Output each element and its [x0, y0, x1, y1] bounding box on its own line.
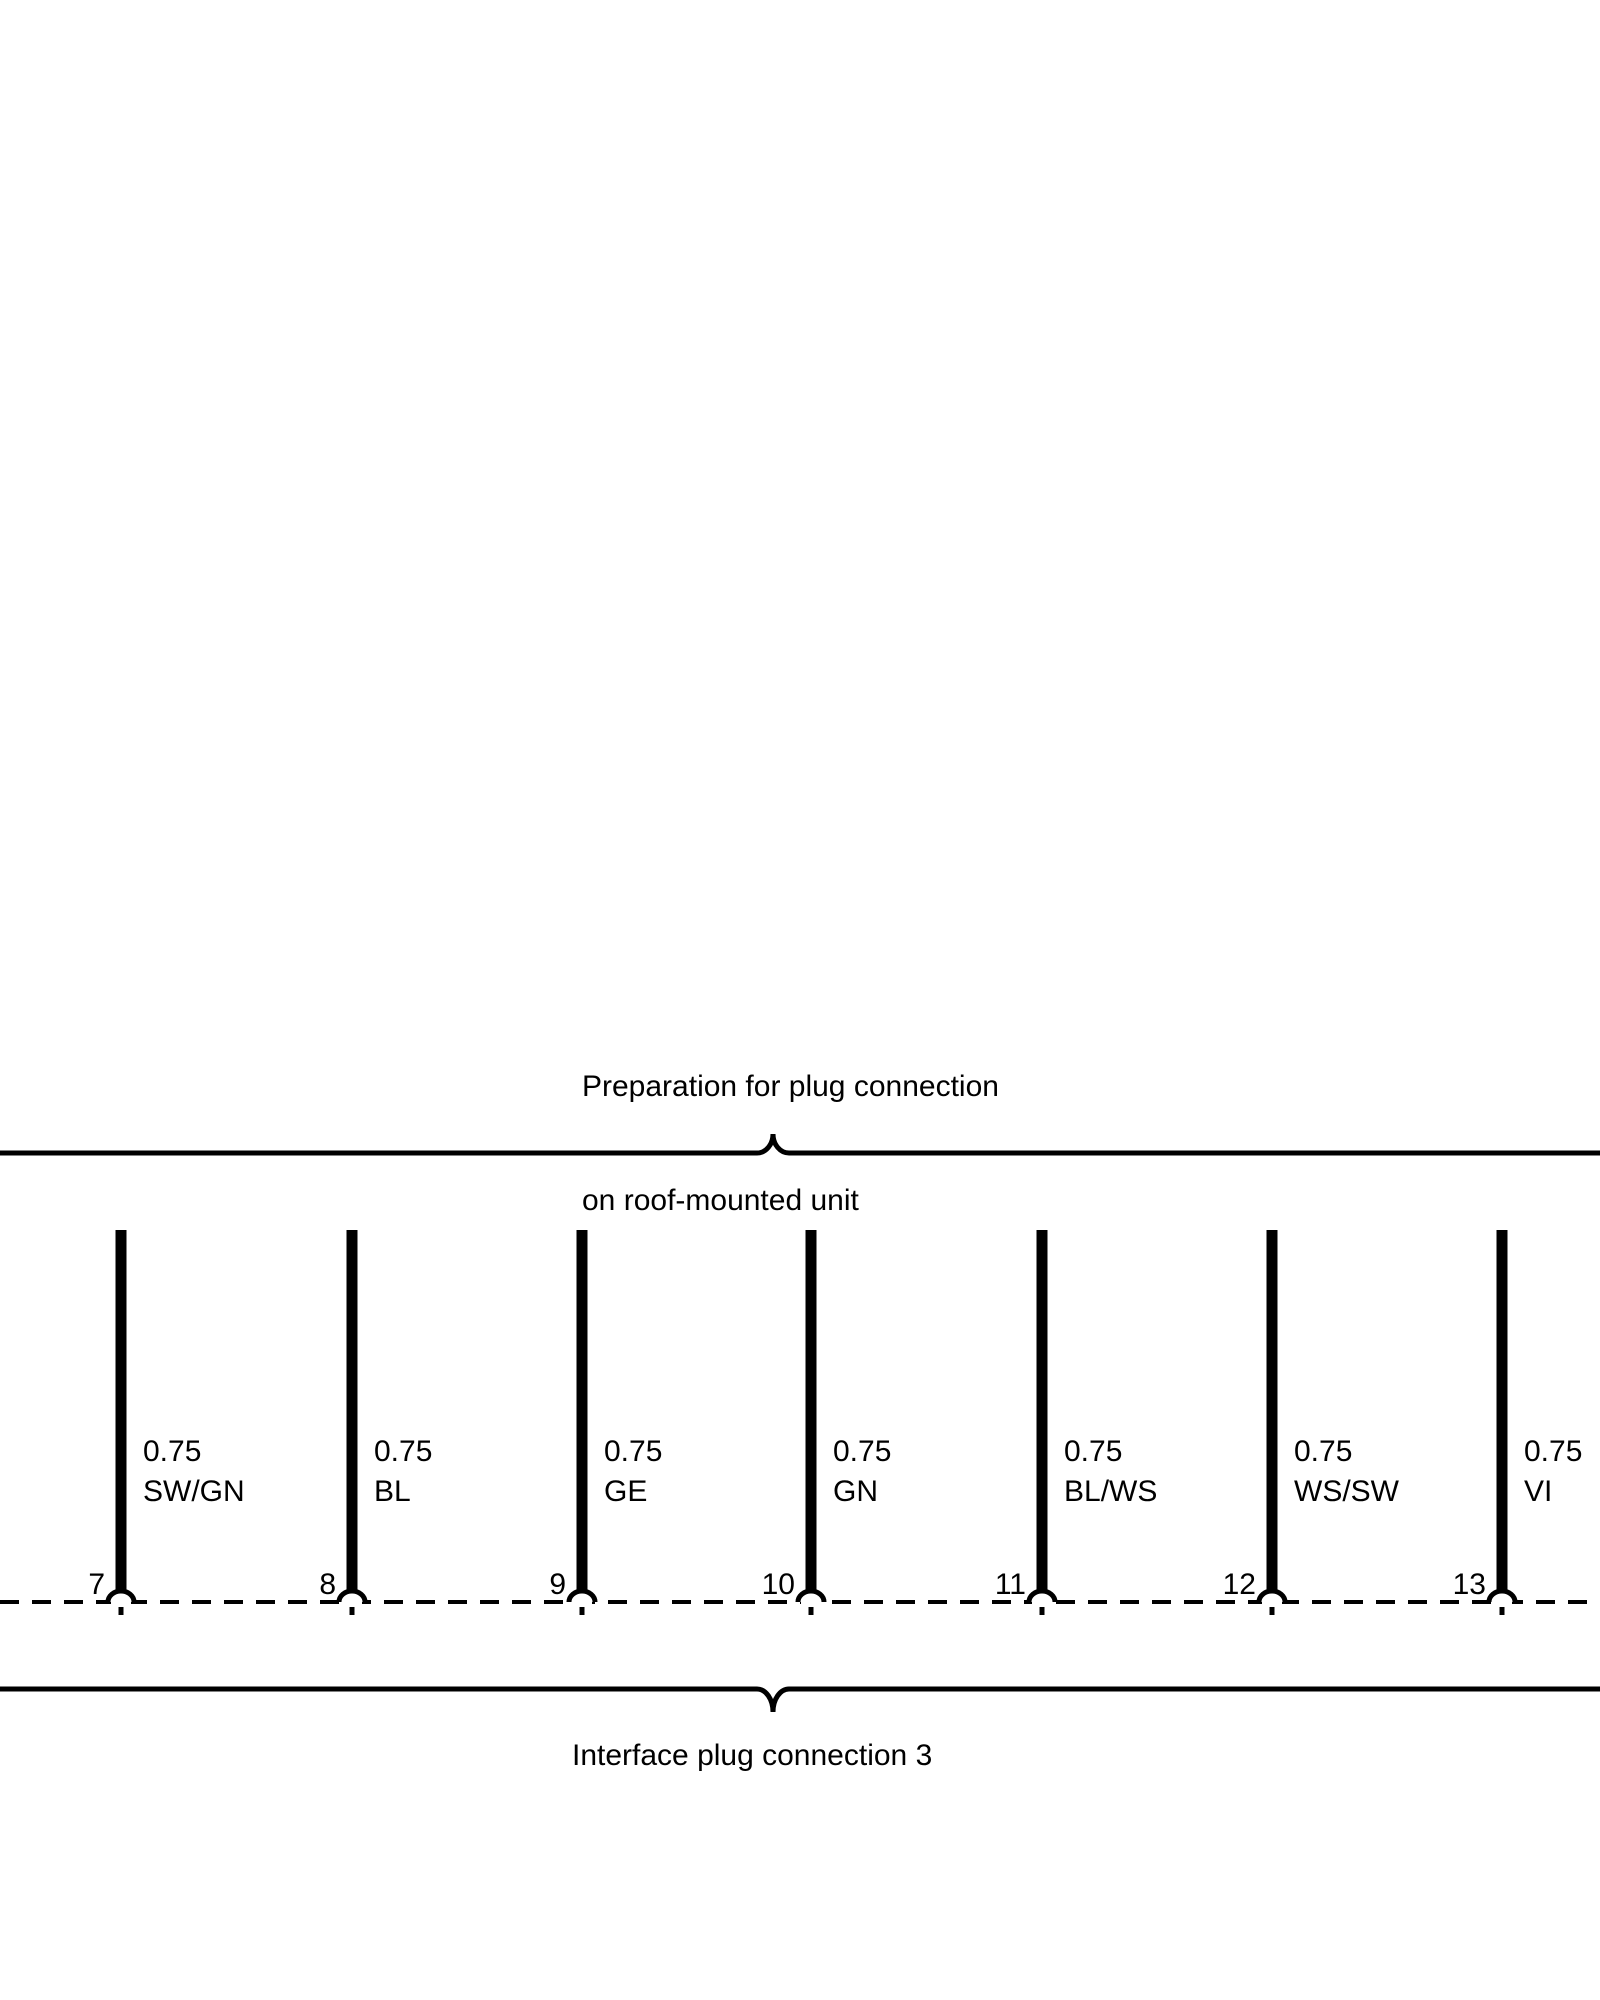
pin-number: 11: [994, 1568, 1026, 1601]
pin-number: 8: [319, 1568, 336, 1601]
wire-label: [604, 1432, 662, 1512]
wire-label: [1294, 1432, 1399, 1512]
wire-cross-section: 0.75: [1524, 1435, 1583, 1468]
wire-color-code: WS/SW: [1294, 1475, 1399, 1508]
wire-cross-section: 0.75: [374, 1435, 433, 1468]
wire-label: [374, 1432, 432, 1512]
top-brace-caption: [582, 992, 999, 1296]
pin-number: 13: [1452, 1568, 1486, 1601]
wire-color-code: GN: [833, 1475, 878, 1508]
bottom-brace: [0, 1689, 1600, 1712]
wire-cross-section: 0.75: [833, 1435, 892, 1468]
wire-color-code: BL/WS: [1064, 1475, 1158, 1508]
wire-color-code: BL: [374, 1475, 411, 1508]
pin-number: 7: [88, 1568, 105, 1601]
wire-cross-section: 0.75: [143, 1435, 202, 1468]
wire-color-code: GE: [604, 1475, 648, 1508]
wire-label: [143, 1432, 245, 1512]
pin-number: 12: [1222, 1568, 1256, 1601]
bottom-brace-caption: Interface plug connection 3: [572, 1739, 933, 1772]
wire-cross-section: 0.75: [1294, 1435, 1353, 1468]
top-brace-caption-line2: on roof-mounted unit: [582, 1184, 859, 1217]
wire-cross-section: 0.75: [604, 1435, 663, 1468]
wire-label: [1524, 1432, 1582, 1512]
wire-cross-section: 0.75: [1064, 1435, 1123, 1468]
wire-label: [833, 1432, 891, 1512]
wire-color-code: SW/GN: [143, 1475, 245, 1508]
wire-label: [1064, 1432, 1157, 1512]
pin-number: 9: [549, 1568, 566, 1601]
pin-number: 10: [761, 1568, 795, 1601]
wire-color-code: VI: [1524, 1475, 1553, 1508]
top-brace-caption-line1: Preparation for plug connection: [582, 1070, 999, 1103]
